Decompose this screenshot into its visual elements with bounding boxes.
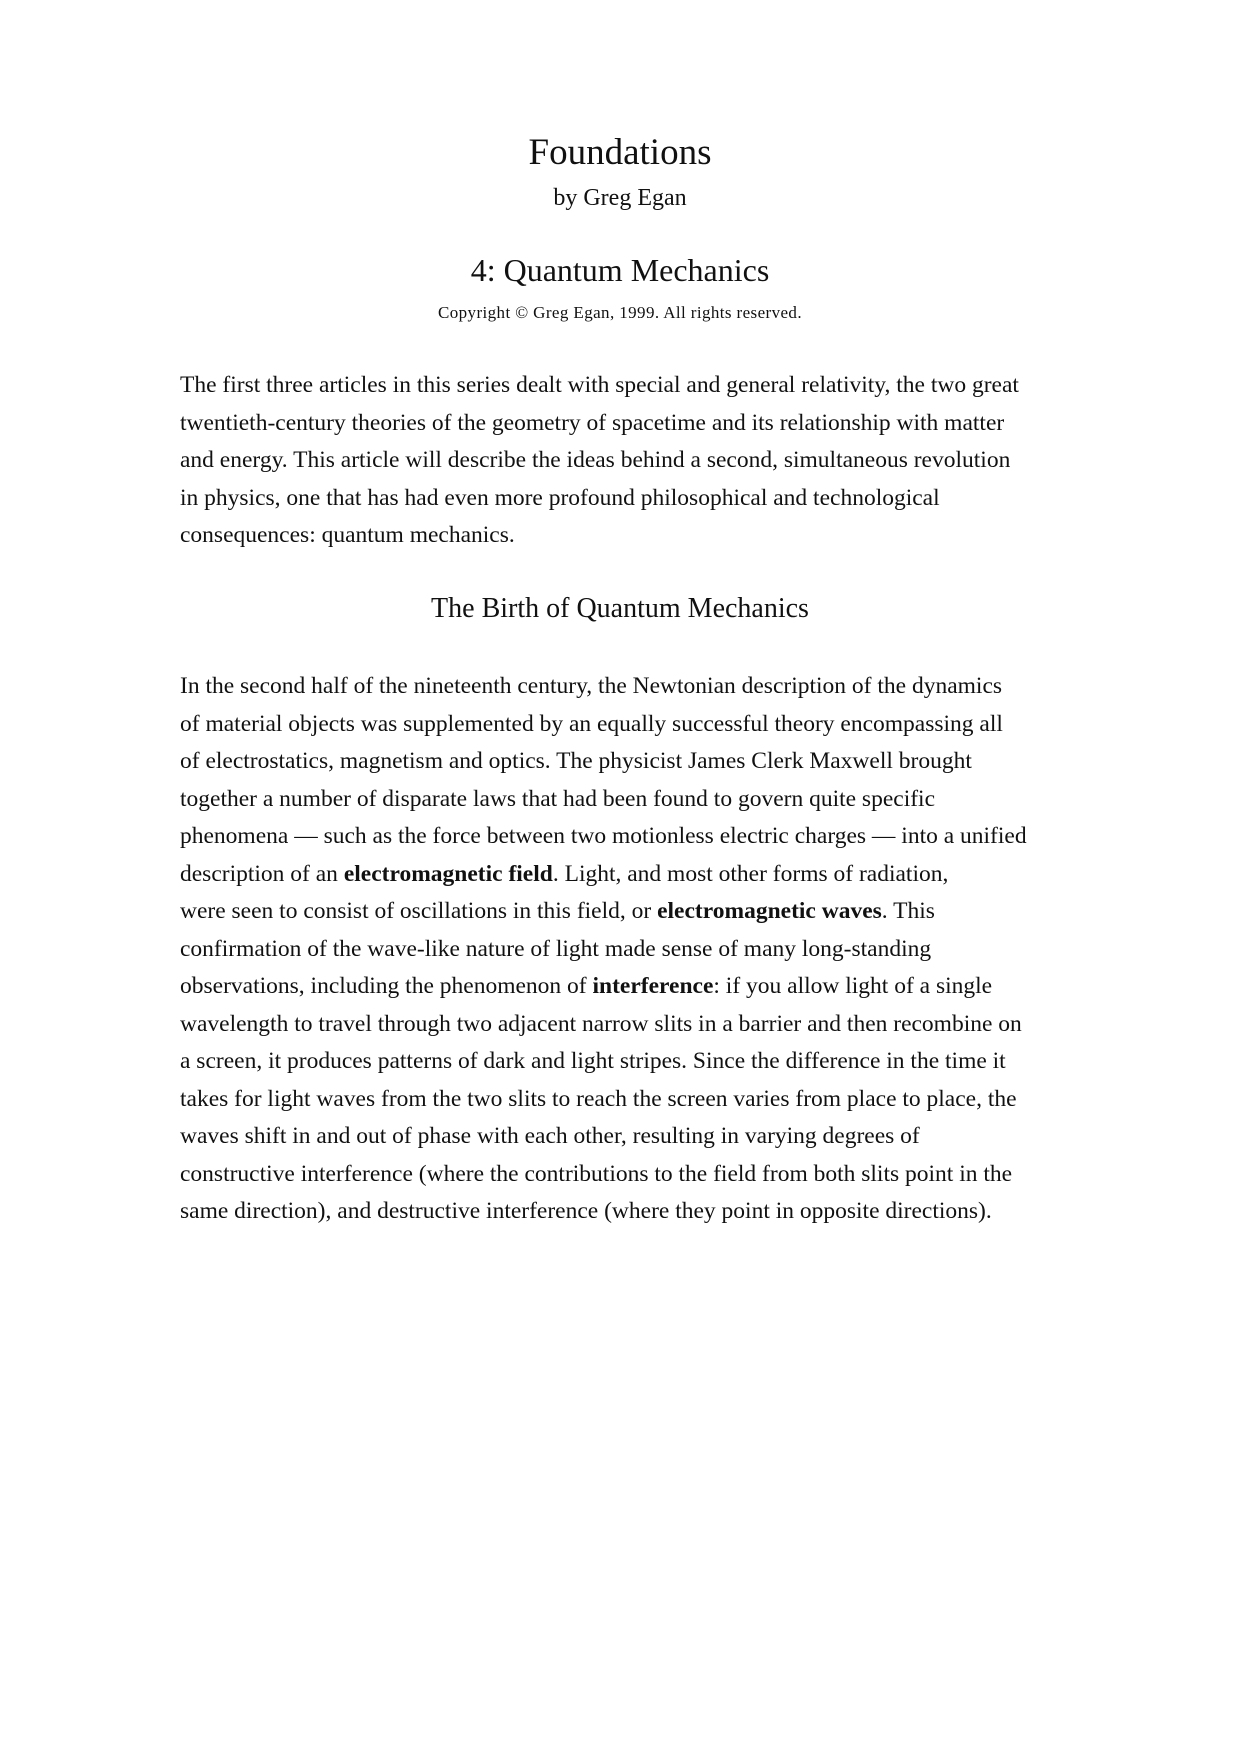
text-line: and energy. This article will describe the ideas behind a second, simultaneous revolution (180, 447, 1011, 473)
text-run: were seen to consist of oscillations in this field, or (180, 898, 658, 924)
term-interference: interference (592, 973, 714, 999)
text-line: phenomena — such as the force between two motionless electric charges — into a unified (180, 823, 1027, 849)
text-line: The first three articles in this series dealt with special and general relativity, the two great (180, 372, 1019, 398)
text-run: . Light, and most other forms of radiation, (552, 860, 949, 887)
text-run: description of an (180, 860, 344, 887)
article-title: 4: Quantum Mechanics (470, 252, 770, 288)
term-electromagnetic-field: electromagnetic field (343, 860, 553, 887)
text-line: of electrostatics, magnetism and optics. The physicist James Clerk Maxwell brought (180, 748, 972, 774)
text-line: in physics, one that has had even more profound philosophical and technological (180, 484, 940, 511)
text-line: waves shift in and out of phase with each other, resulting in varying degrees of (180, 1123, 920, 1149)
text-line: constructive interference (where the contributions to the field from both slits point in the (180, 1160, 1013, 1187)
text-line (180, 856, 1070, 894)
text-line: together a number of disparate laws that had been found to govern quite specific (180, 785, 936, 812)
text-line: consequences: quantum mechanics. (180, 522, 515, 548)
text-run: : if you allow light of a single (713, 973, 993, 999)
text-line (180, 968, 1070, 1006)
intro-paragraph (180, 367, 1070, 555)
term-electromagnetic-waves: electromagnetic waves (657, 898, 882, 924)
section-heading: The Birth of Quantum Mechanics (431, 593, 809, 624)
text-line: twentieth-century theories of the geometry of spacetime and its relationship with matter (180, 409, 1005, 436)
text-line: a screen, it produces patterns of dark and light stripes. Since the difference in the time it (180, 1048, 1006, 1074)
body-paragraph (180, 668, 1070, 1231)
text-line: same direction), and destructive interference (where they point in opposite directions). (180, 1198, 992, 1224)
text-line: of material objects was supplemented by an equally successful theory encompassing all (180, 710, 1003, 737)
copyright-notice: Copyright © Greg Egan, 1999. All rights reserved. (438, 303, 802, 322)
text-run: . This (881, 898, 935, 924)
text-line: takes for light waves from the two slits to reach the screen varies from place to place, the (180, 1085, 1017, 1112)
text-line: confirmation of the wave-like nature of light made sense of many long-standing (180, 935, 932, 962)
text-line (180, 893, 1070, 931)
text-line: In the second half of the nineteenth century, the Newtonian description of the dynamics (180, 673, 1003, 699)
text-line: wavelength to travel through two adjacent narrow slits in a barrier and then recombine on (180, 1010, 1022, 1037)
author-byline: by Greg Egan (553, 185, 687, 211)
text-run: observations, including the phenomenon of (180, 973, 593, 999)
document-title: Foundations (528, 132, 712, 173)
